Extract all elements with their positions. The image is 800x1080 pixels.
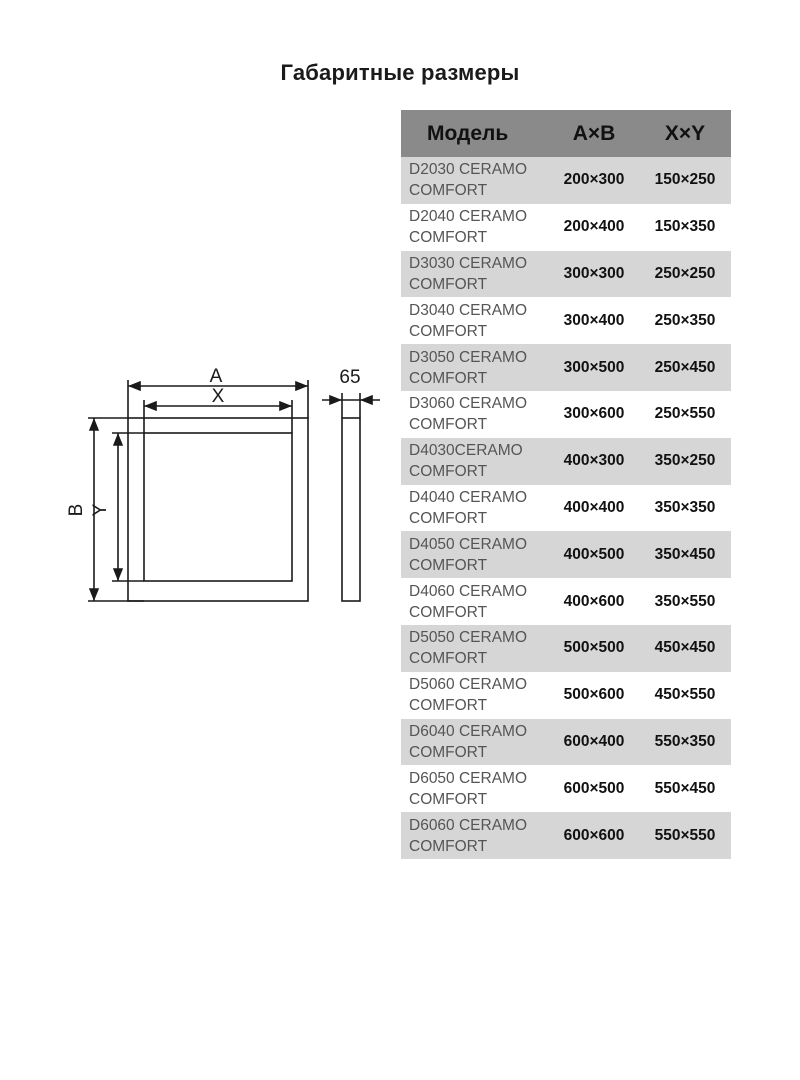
cell-ab: 300×300 (563, 264, 625, 282)
cell-model: D3050 CERAMO COMFORT (409, 348, 528, 387)
cell-model: D5050 CERAMO COMFORT (409, 629, 528, 668)
door-inner-panel (144, 433, 292, 581)
cell-xy: 150×350 (654, 218, 716, 236)
cell-model: D3030 CERAMO COMFORT (409, 254, 528, 293)
cell-ab: 400×500 (563, 545, 625, 563)
cell-xy: 350×350 (654, 498, 716, 516)
table-row (401, 812, 731, 859)
cell-ab: 600×500 (563, 779, 625, 797)
cell-model: D6060 CERAMO COMFORT (409, 816, 528, 855)
cell-xy: 150×250 (654, 171, 716, 189)
table-row (401, 625, 731, 672)
cell-ab: 300×400 (563, 311, 625, 329)
table-row (401, 531, 731, 578)
label-b: B (66, 503, 87, 517)
cell-xy: 550×450 (654, 779, 716, 797)
table-row (401, 297, 731, 344)
cell-ab: 300×500 (563, 358, 625, 376)
cell-model: D4040 CERAMO COMFORT (409, 488, 528, 527)
header-xy: X×Y (664, 121, 706, 145)
cell-xy: 350×250 (654, 452, 716, 470)
cell-model: D2040 CERAMO COMFORT (409, 208, 528, 247)
table-row (401, 578, 731, 625)
cell-ab: 600×600 (563, 826, 625, 844)
door-outer-frame (128, 418, 308, 601)
door-side-profile (342, 418, 360, 601)
label-depth: 65 (339, 367, 361, 388)
cell-ab: 600×400 (563, 732, 625, 750)
cell-ab: 400×400 (563, 498, 625, 516)
label-y: Y (90, 503, 111, 517)
cell-model: D4050 CERAMO COMFORT (409, 535, 528, 574)
table-row (401, 438, 731, 485)
cell-xy: 550×550 (654, 826, 716, 844)
table-row (401, 204, 731, 251)
cell-xy: 250×350 (654, 311, 716, 329)
table-row (401, 391, 731, 438)
dimensions-table-wrapper (401, 110, 731, 859)
cell-xy: 350×450 (654, 545, 716, 563)
cell-ab: 200×300 (563, 171, 625, 189)
table-row (401, 765, 731, 812)
table-row (401, 157, 731, 204)
cell-ab: 400×300 (563, 452, 625, 470)
cell-xy: 450×450 (654, 639, 716, 657)
cell-model: D3040 CERAMO COMFORT (409, 301, 528, 340)
table-row (401, 485, 731, 532)
cell-model: D6050 CERAMO COMFORT (409, 769, 528, 808)
cell-ab: 500×500 (563, 639, 625, 657)
table-row (401, 251, 731, 298)
cell-ab: 200×400 (563, 218, 625, 236)
cell-ab: 400×600 (563, 592, 625, 610)
label-a: A (209, 366, 223, 387)
label-x: X (211, 386, 225, 407)
table-row (401, 344, 731, 391)
header-ab: A×B (572, 121, 616, 145)
table-row (401, 672, 731, 719)
cell-xy: 250×450 (654, 358, 716, 376)
cell-model: D4060 CERAMO COMFORT (409, 582, 528, 621)
cell-model: D6040 CERAMO COMFORT (409, 722, 528, 761)
cell-model: D2030 CERAMO COMFORT (409, 161, 528, 200)
dimensions-table (401, 110, 731, 859)
dimension-drawing (60, 355, 400, 615)
cell-ab: 300×600 (563, 405, 625, 423)
cell-model: D5060 CERAMO COMFORT (409, 676, 528, 715)
dimension-diagram (60, 355, 400, 615)
page-title: Габаритные размеры (280, 60, 520, 85)
table-row (401, 719, 731, 766)
cell-xy: 550×350 (654, 732, 716, 750)
cell-ab: 500×600 (563, 686, 625, 704)
cell-xy: 450×550 (654, 686, 716, 704)
cell-xy: 250×550 (654, 405, 716, 423)
table-header-row (401, 110, 731, 157)
header-model: Модель (427, 121, 509, 145)
cell-xy: 250×250 (654, 264, 716, 282)
cell-model: D4030CERAMO COMFORT (409, 442, 523, 481)
cell-xy: 350×550 (654, 592, 716, 610)
cell-model: D3060 CERAMO COMFORT (409, 395, 528, 434)
